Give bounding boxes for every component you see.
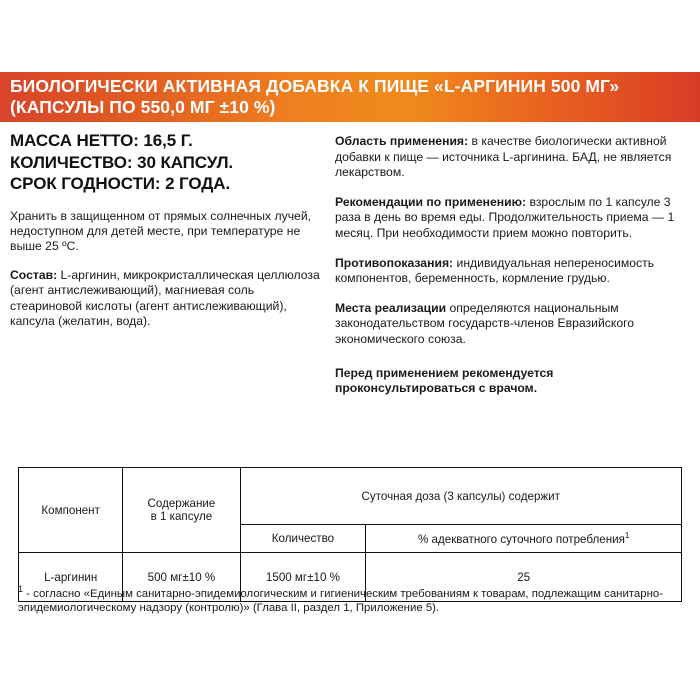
usage-text: в качестве биологически активной добавки к пище — источника L-аргинина. БАД, не является лекарством. [335,134,672,180]
header-per-capsule-line2: в 1 капсуле [150,510,213,523]
header-amount: Количество [240,525,366,553]
header-band [0,72,700,122]
footnote [18,582,682,616]
table-header-row-1 [19,468,682,525]
product-title-line1: БИОЛОГИЧЕСКИ АКТИВНАЯ ДОБАВКА К ПИЩЕ «L-АРГИНИН 500 МГ» [10,76,620,96]
header-daily-dose: Суточная доза (3 капсулы) содержит [240,468,681,525]
footnote-marker: 1 [18,584,24,594]
usage-label: Область применения: [335,134,469,148]
product-title-line2: (КАПСУЛЫ ПО 550,0 МГ ±10 %) [10,97,276,117]
contraindications-paragraph [335,256,690,287]
recommendation-text: взрослым по 1 капсуле 3 раза в день во время еды. Продолжительность приема — 1 месяц. При необходимости прием можно повторить. [335,194,675,240]
cell-percent: 25 [366,553,682,602]
contraindications-label: Противопоказания: [335,255,454,270]
header-per-capsule-line1: Содержание [147,497,216,510]
header-component: Компонент [19,468,123,553]
recommendation-paragraph [335,195,690,242]
cell-amount: 1500 мг±10 % [240,553,366,602]
right-column [335,134,690,397]
header-percent-superscript: 1 [624,531,630,541]
sales-label: Места реализации [335,300,447,315]
sales-text: определяются национальным законодательством государств-членов Евразийского экономического союза. [335,300,635,346]
composition-label: Состав: [10,267,58,282]
sales-paragraph [335,301,690,348]
footnote-text: - согласно «Единым санитарно-эпидемиологическим и гигиеническим требованиям к товарам, подлежащим санитарно-эпидемиологическому надзору (контролю)» (Глава II, раздел 1, Приложение 5). [18,587,663,615]
label-content [0,122,700,628]
contraindications-text: индивидуальная непереносимость компонентов, беременность, кормление грудью. [335,255,655,286]
recommendation-label: Рекомендации по применению: [335,194,527,209]
header-per-capsule [123,468,240,553]
usage-paragraph [335,134,690,181]
storage-paragraph: Хранить в защищенном от прямых солнечных лучей, недоступном для детей месте, при температуре не выше 25 ºС. [10,208,312,254]
cell-per-capsule: 500 мг±10 % [123,553,240,602]
consult-note: Перед применением рекомендуется проконсультироваться с врачом. [335,365,554,396]
shelf-life-line: СРОК ГОДНОСТИ: 2 ГОДА. [10,174,231,193]
cell-component: L-аргинин [19,553,123,602]
quantity-line: КОЛИЧЕСТВО: 30 КАПСУЛ. [10,152,234,172]
label-area [0,72,700,628]
header-percent-text: % адекватного суточного потребления [418,532,625,546]
composition-text: L-аргинин, микрокристаллическая целлюлоза (агент антислеживающий), магниевая соль стеариновой кислоты (агент антислеживающий), капсула (желатин, вода). [10,267,320,328]
composition-paragraph [10,268,322,330]
net-weight-line: МАССА НЕТТО: 16,5 Г. [10,131,193,150]
header-percent [366,525,682,553]
product-title [10,76,690,118]
left-column [10,130,322,329]
